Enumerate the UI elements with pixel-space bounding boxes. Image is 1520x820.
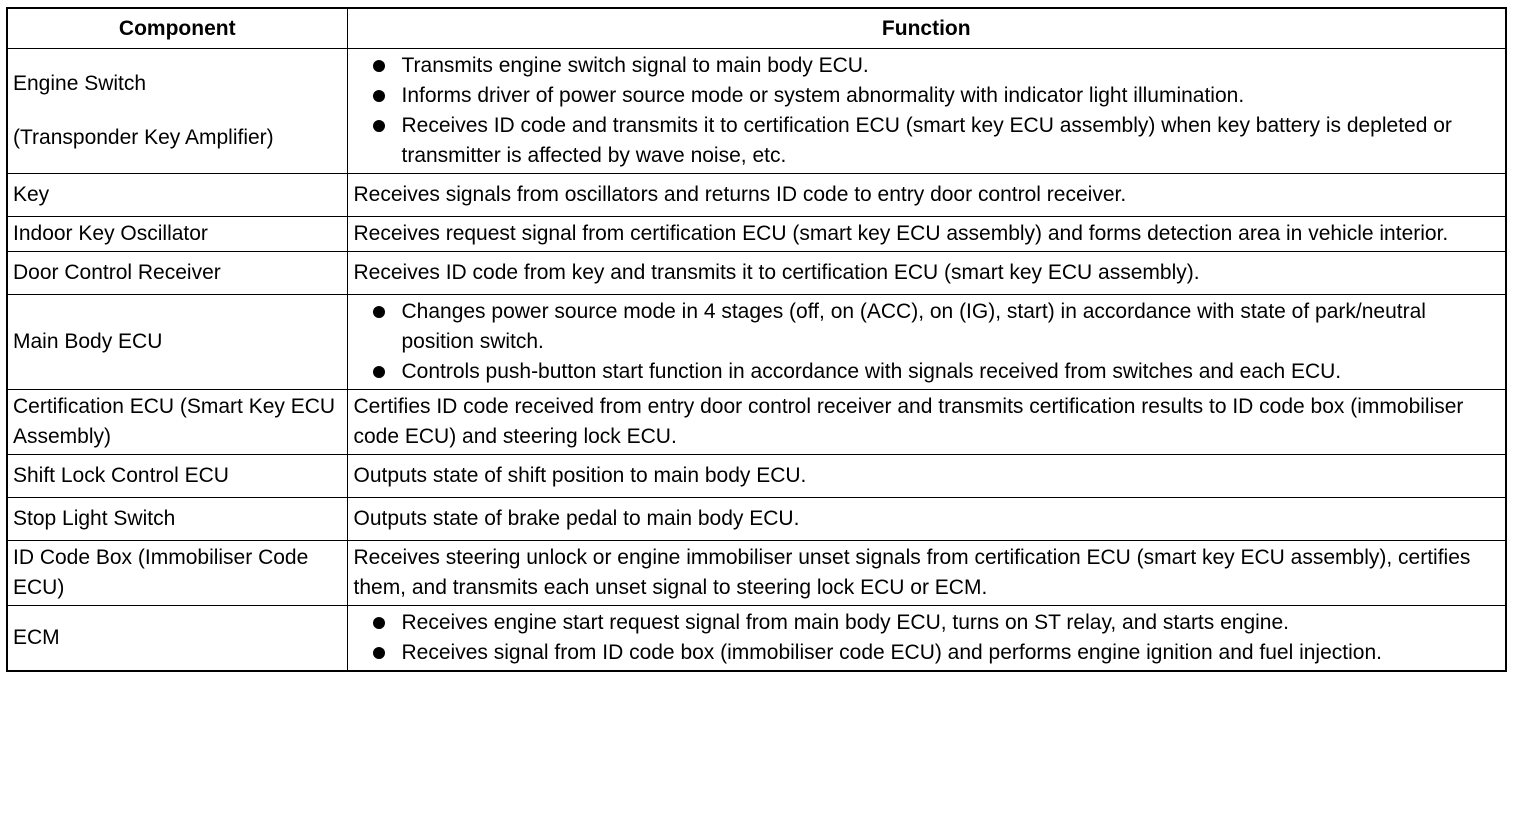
table-row: [7, 49, 1506, 174]
function-cell: [347, 49, 1506, 174]
component-name: Engine Switch: [13, 72, 147, 95]
header-function: Function: [347, 8, 1506, 49]
table-row: [7, 541, 1506, 606]
component-cell: Indoor Key Oscillator: [7, 217, 347, 252]
component-cell: [7, 49, 347, 174]
function-bullet: Informs driver of power source mode or system abnormality with indicator light illumination.: [402, 81, 1500, 111]
component-subname: (Transponder Key Amplifier): [13, 126, 274, 149]
table-row: [7, 174, 1506, 217]
component-cell: Key: [7, 174, 347, 217]
function-bullet-list: [354, 297, 1500, 387]
component-cell: ECM: [7, 606, 347, 672]
function-cell: Receives signals from oscillators and returns ID code to entry door control receiver.: [347, 174, 1506, 217]
table-row: [7, 295, 1506, 390]
table-row: [7, 252, 1506, 295]
component-function-table: [6, 7, 1507, 672]
table-row: [7, 498, 1506, 541]
function-bullet-list: [354, 51, 1500, 171]
function-cell: [347, 295, 1506, 390]
table-row: [7, 606, 1506, 672]
table-header-row: [7, 8, 1506, 49]
function-cell: Receives steering unlock or engine immobiliser unset signals from certification ECU (smart key ECU assembly), certifies them, and transmits each unset signal to steering lock ECU or ECM.: [347, 541, 1506, 606]
component-cell: Certification ECU (Smart Key ECU Assembly): [7, 390, 347, 455]
component-cell: Shift Lock Control ECU: [7, 455, 347, 498]
component-cell: Stop Light Switch: [7, 498, 347, 541]
header-component: Component: [7, 8, 347, 49]
function-cell: [347, 606, 1506, 672]
component-cell: Main Body ECU: [7, 295, 347, 390]
table-row: [7, 455, 1506, 498]
table-row: [7, 390, 1506, 455]
function-cell: Receives request signal from certification ECU (smart key ECU assembly) and forms detection area in vehicle interior.: [347, 217, 1506, 252]
function-cell: Certifies ID code received from entry door control receiver and transmits certification results to ID code box (immobiliser code ECU) and steering lock ECU.: [347, 390, 1506, 455]
function-cell: Receives ID code from key and transmits it to certification ECU (smart key ECU assembly).: [347, 252, 1506, 295]
function-cell: Outputs state of brake pedal to main body ECU.: [347, 498, 1506, 541]
function-bullet: Transmits engine switch signal to main body ECU.: [402, 51, 1500, 81]
function-bullet: Receives signal from ID code box (immobiliser code ECU) and performs engine ignition and fuel injection.: [402, 638, 1500, 668]
component-cell: Door Control Receiver: [7, 252, 347, 295]
function-bullet: Controls push-button start function in accordance with signals received from switches and each ECU.: [402, 357, 1500, 387]
function-bullet-list: [354, 608, 1500, 668]
component-cell: ID Code Box (Immobiliser Code ECU): [7, 541, 347, 606]
function-bullet: Receives engine start request signal from main body ECU, turns on ST relay, and starts engine.: [402, 608, 1500, 638]
function-cell: Outputs state of shift position to main body ECU.: [347, 455, 1506, 498]
function-bullet: Changes power source mode in 4 stages (off, on (ACC), on (IG), start) in accordance with state of park/neutral position switch.: [402, 297, 1500, 357]
function-bullet: Receives ID code and transmits it to certification ECU (smart key ECU assembly) when key battery is depleted or transmitter is affected by wave noise, etc.: [402, 111, 1500, 171]
table-row: [7, 217, 1506, 252]
